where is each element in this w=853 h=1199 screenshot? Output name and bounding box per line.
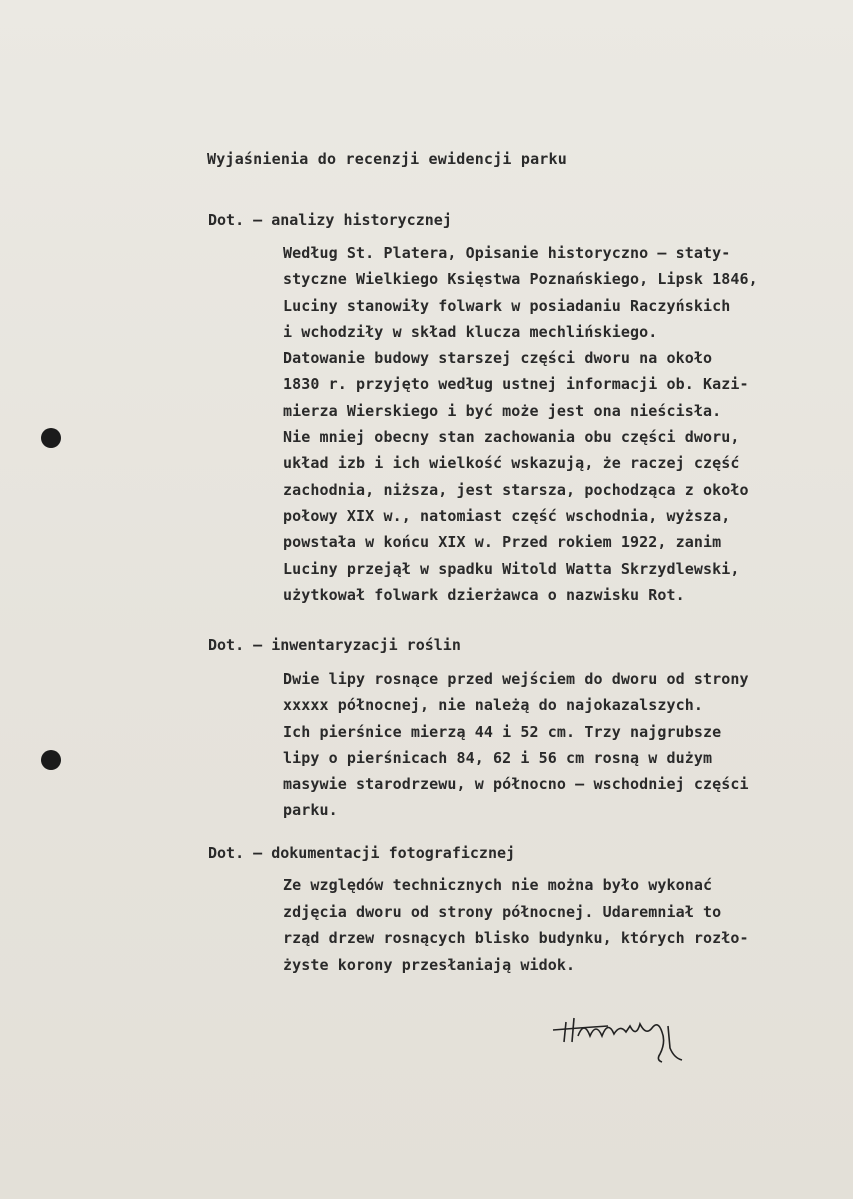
text-line: Luciny stanowiły folwark w posiadaniu Raczyńskich — [283, 296, 731, 315]
text-line: Według St. Platera, Opisanie historyczno – staty- — [283, 244, 731, 262]
text-line: Nie mniej obecny stan zachowania obu części dworu, — [283, 428, 740, 447]
text-line: Ze względów technicznych nie można było wykonać — [283, 876, 713, 894]
handwritten-signature — [548, 1002, 698, 1064]
text-line: Dwie lipy rosnące przed wejściem do dworu od strony — [283, 670, 749, 688]
section-heading-photo: Dot. – dokumentacji fotograficznej — [208, 844, 516, 862]
text-line: rząd drzew rosnących blisko budynku, których rozło- — [283, 929, 749, 947]
text-line: mierza Wierskiego i być może jest ona nieścisła. — [283, 401, 722, 420]
document-title: Wyjaśnienia do recenzji ewidencji parku — [207, 150, 567, 168]
text-line: xxxxx północnej, nie należą do najokazalszych. — [283, 696, 704, 715]
section-body-plants — [283, 666, 749, 824]
text-line: połowy XIX w., natomiast część wschodnia, wyższa, — [283, 506, 731, 525]
text-line: Luciny przejął w spadku Witold Watta Skrzydlewski, — [283, 559, 740, 578]
text-line: użytkował folwark dzierżawca o nazwisku Rot. — [283, 585, 685, 604]
text-line: lipy o pierśnicach 84, 62 i 56 cm rosną w dużym — [283, 748, 713, 767]
punch-hole-bottom — [41, 750, 61, 770]
punch-hole-top — [41, 428, 61, 448]
text-line: Datowanie budowy starszej części dworu na około — [283, 349, 713, 368]
text-line: żyste korony przesłaniają widok. — [283, 955, 576, 974]
text-line: i wchodziły w skład klucza mechlińskiego. — [283, 322, 658, 341]
section-body-photo — [283, 872, 749, 978]
text-line: parku. — [283, 801, 338, 820]
text-line: 1830 r. przyjęto według ustnej informacji ob. Kazi- — [283, 375, 749, 394]
text-line: zachodnia, niższa, jest starsza, pochodząca z około — [283, 480, 749, 499]
section-body-historical — [283, 240, 758, 608]
text-line: układ izb i ich wielkość wskazują, że raczej część — [283, 454, 740, 473]
text-line: styczne Wielkiego Księstwa Poznańskiego, Lipsk 1846, — [283, 270, 758, 289]
text-line: zdjęcia dworu od strony północnej. Udaremniał to — [283, 902, 722, 921]
section-heading-historical: Dot. – analizy historycznej — [208, 211, 452, 229]
text-line: Ich pierśnice mierzą 44 i 52 cm. Trzy najgrubsze — [283, 722, 722, 741]
text-line: powstała w końcu XIX w. Przed rokiem 1922, zanim — [283, 533, 722, 552]
text-line: masywie starodrzewu, w północno – wschodniej części — [283, 775, 749, 794]
section-heading-plants: Dot. – inwentaryzacji roślin — [208, 636, 461, 654]
